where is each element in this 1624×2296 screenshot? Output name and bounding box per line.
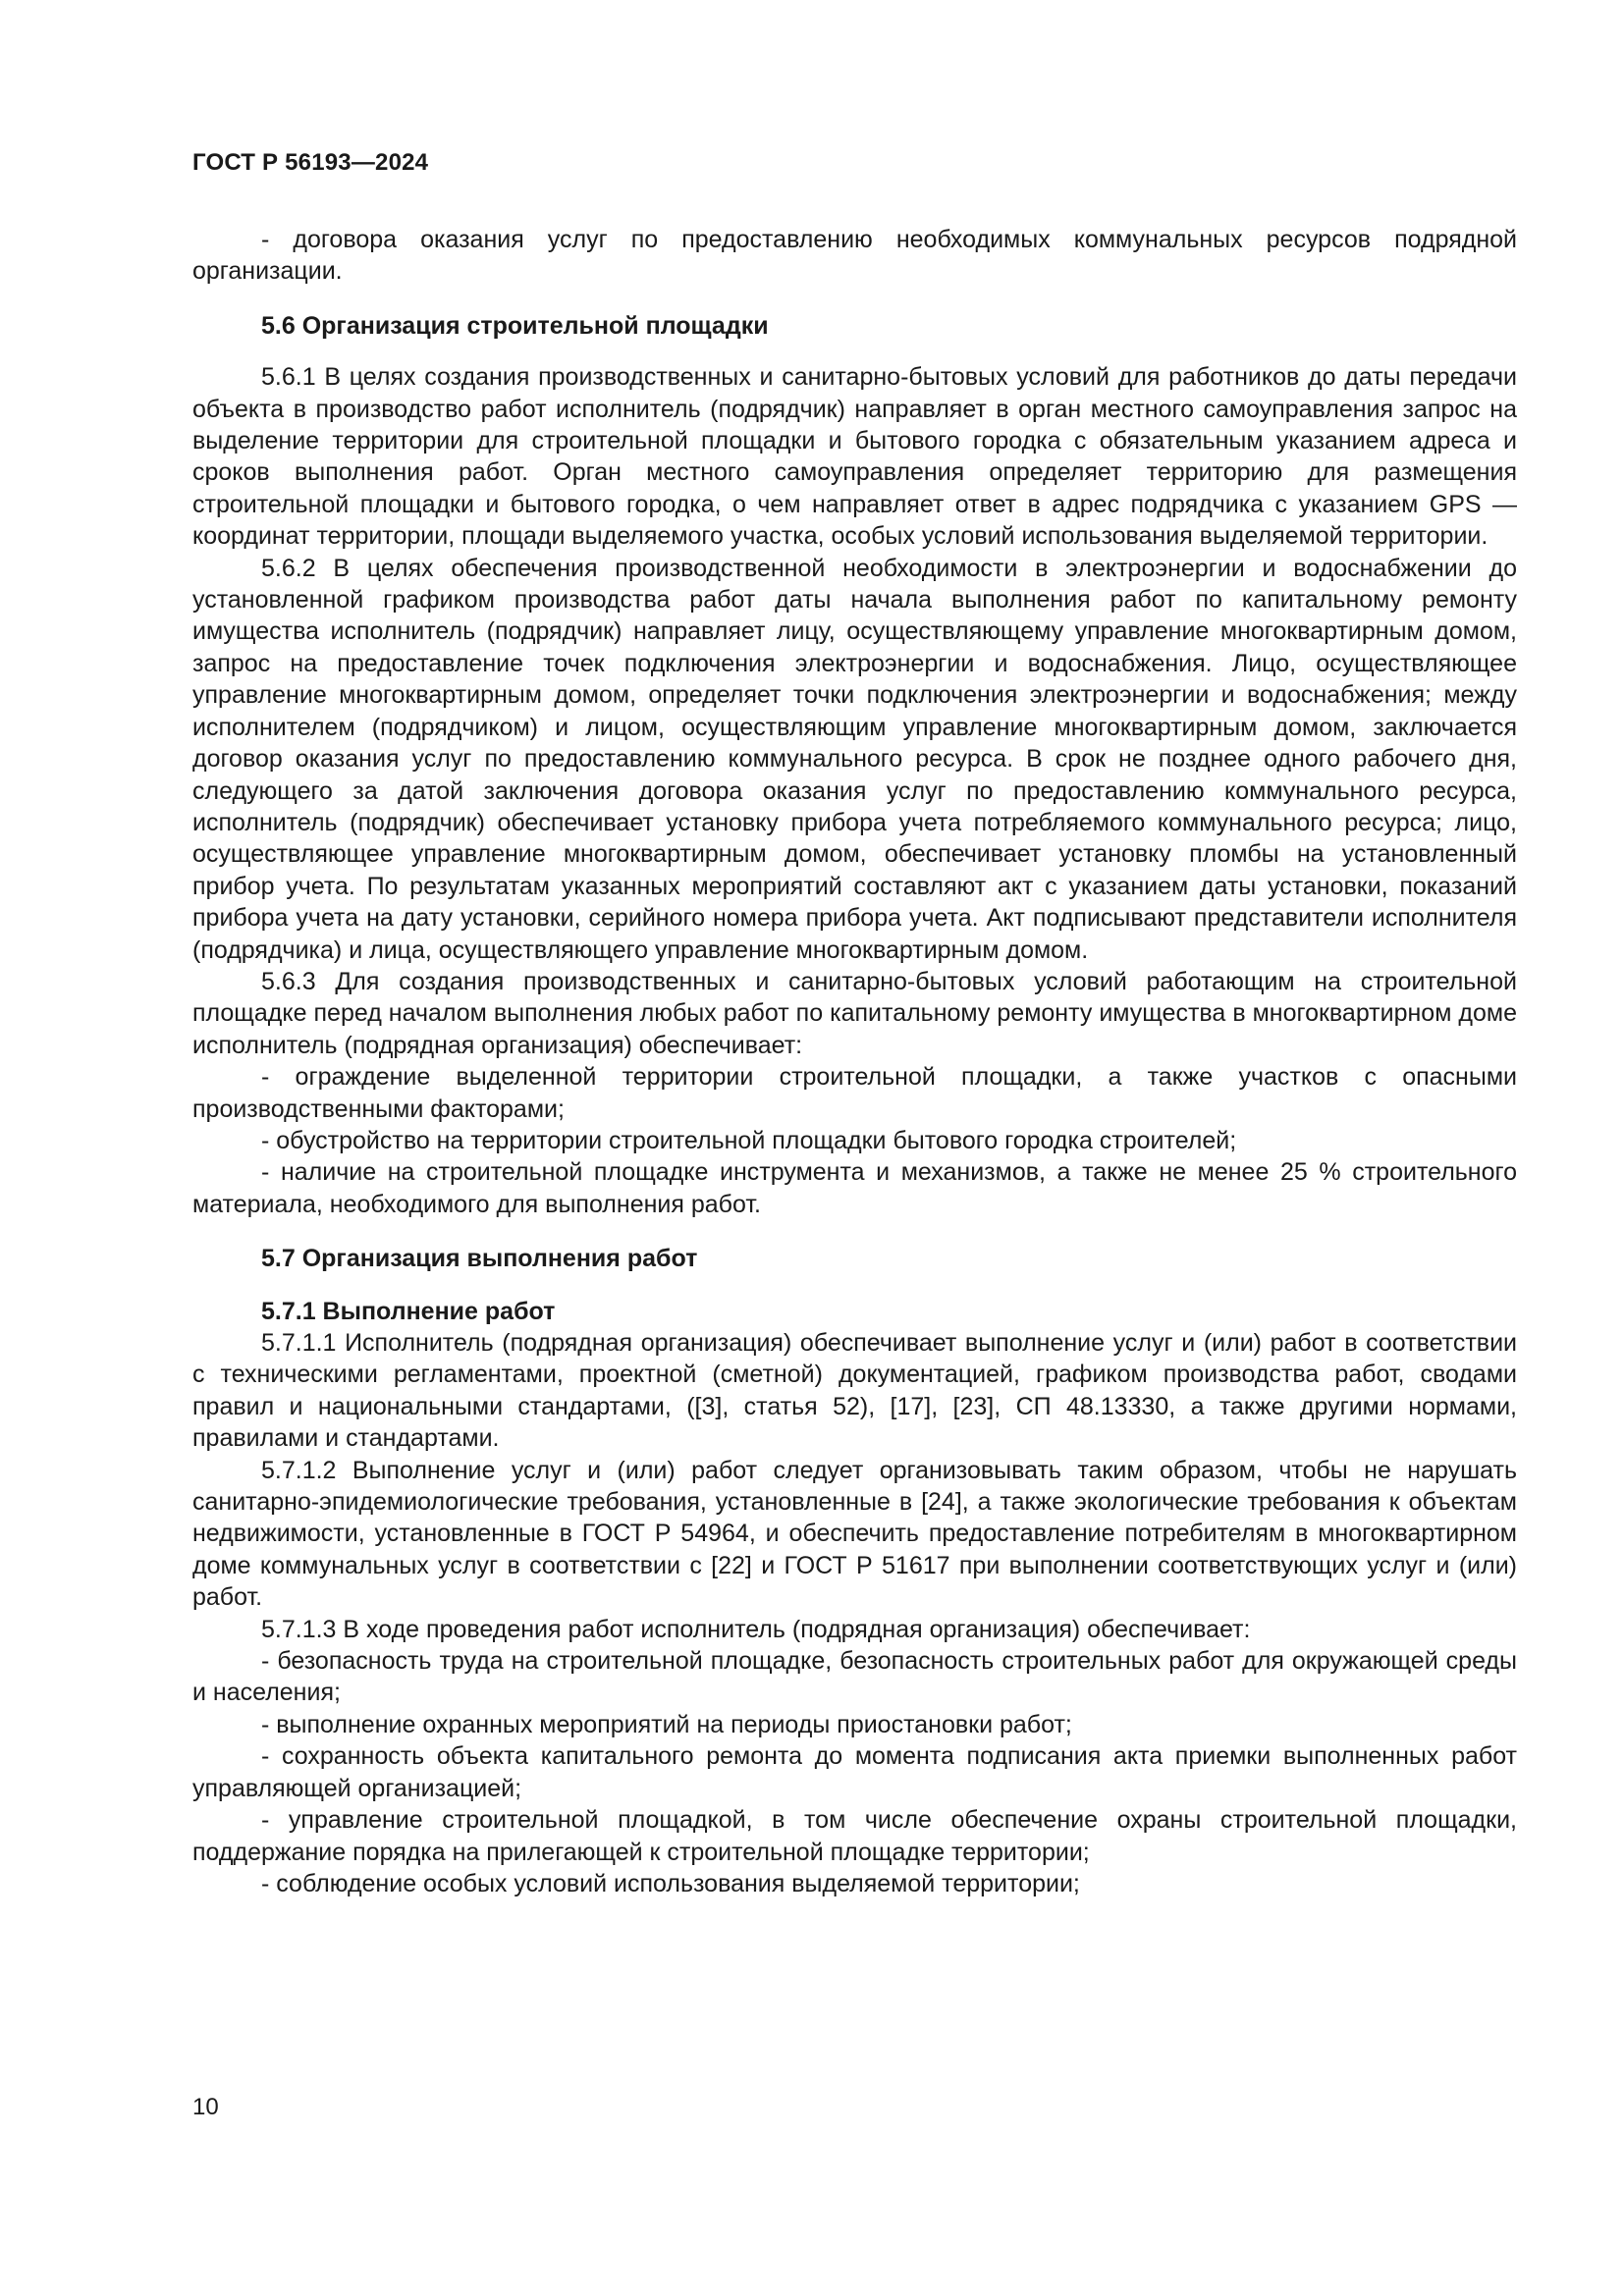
paragraph-5-6-3: 5.6.3 Для создания производственных и санитарно-бытовых условий работающим на строительной площадке перед началом выполнения любых работ по капитальному ремонту имущества в многоквартирном доме исполнитель (подрядная организация) обеспечивает: [192,967,1517,1059]
paragraph-5-7-1-3: 5.7.1.3 В ходе проведения работ исполнитель (подрядная организация) обеспечивает: [261,1615,1251,1643]
page-number: 10 [192,2094,219,2120]
paragraph-intro: - договора оказания услуг по предоставлению необходимых коммунальных ресурсов подрядной организации. [192,226,1517,286]
paragraph-5-7-1-2: 5.7.1.2 Выполнение услуг и (или) работ следует организовывать таким образом, чтобы не нарушать санитарно-эпидемиологические требования, установленные в [24], а также экологические требования к объектам недвижимости, установленные в ГОСТ Р 54964, и обеспечить предоставление потребителям в многоквартирном доме коммунальных услуг в соответствии с [22] и ГОСТ Р 51617 при выполнении соответствующих услуг и (или) работ. [192,1456,1517,1612]
document-body [192,224,1517,1899]
list-item: - выполнение охранных мероприятий на периоды приостановки работ; [261,1710,1072,1738]
list-item: - наличие на строительной площадке инструмента и механизмов, а также не менее 25 % строительного материала, необходимого для выполнения работ. [192,1158,1517,1218]
list-item: - управление строительной площадкой, в том числе обеспечение охраны строительной площадки, поддержание порядка на прилегающей к строительной площадке территории; [192,1806,1517,1866]
section-heading-5-6: 5.6 Организация строительной площадки [261,311,769,340]
list-item: - ограждение выделенной территории строительной площадки, а также участков с опасными производственными факторами; [192,1063,1517,1123]
list-item: - соблюдение особых условий использования выделяемой территории; [261,1869,1080,1897]
paragraph-5-7-1-1: 5.7.1.1 Исполнитель (подрядная организация) обеспечивает выполнение услуг и (или) работ в соответствии с техническими регламентами, проектной (сметной) документацией, графиком производства работ, сводами правил и национальными стандартами, ([3], статья 52), [17], [23], СП 48.13330, а также другими нормами, правилами и стандартами. [192,1329,1517,1453]
list-item: - обустройство на территории строительной площадки бытового городка строителей; [261,1126,1237,1154]
list-item: - сохранность объекта капитального ремонта до момента подписания акта приемки выполненных работ управляющей организацией; [192,1742,1517,1802]
paragraph-5-6-2: 5.6.2 В целях обеспечения производственной необходимости в электроэнергии и водоснабжении до установленной графиком производства работ даты начала выполнения работ по капитальному ремонту имущества исполнитель (подрядчик) направляет лицу, осуществляющему управление многоквартирным домом, запрос на предоставление точек подключения электроэнергии и водоснабжения. Лицо, осуществляющее управление многоквартирным домом, определяет точки подключения электроэнергии и водоснабжения; между исполнителем (подрядчиком) и лицом, осуществляющим управление многоквартирным домом, заключается договор оказания услуг по предоставлению коммунального ресурса. В срок не позднее одного рабочего дня, следующего за датой заключения договора оказания услуг по предоставлению коммунального ресурса, исполнитель (подрядчик) обеспечивает установку прибора учета потребляемого коммунального ресурса; лицо, осуществляющее управление многоквартирным домом, обеспечивает установку пломбы на установленный прибор учета. По результатам указанных мероприятий составляют акт с указанием даты установки, показаний прибора учета на дату установки, серийного номера прибора учета. Акт подписывают представители исполнителя (подрядчика) и лица, осуществляющего управление многоквартирным домом. [192,554,1517,964]
list-item: - безопасность труда на строительной площадке, безопасность строительных работ для окружающей среды и населения; [192,1647,1517,1707]
subsection-heading-5-7-1: 5.7.1 Выполнение работ [261,1297,556,1325]
section-heading-5-7: 5.7 Организация выполнения работ [261,1245,698,1273]
document-code-header: ГОСТ Р 56193—2024 [192,149,429,176]
paragraph-5-6-1: 5.6.1 В целях создания производственных и санитарно-бытовых условий для работников до даты передачи объекта в производство работ исполнитель (подрядчик) направляет в орган местного самоуправления запрос на выделение территории для строительной площадки и бытового городка с обязательным указанием адреса и сроков выполнения работ. Орган местного самоуправления определяет территорию для размещения строительной площадки и бытового городка, о чем направляет ответ в адрес подрядчика с указанием GPS — координат территории, площади выделяемого участка, особых условий использования выделяемой территории. [192,363,1517,551]
